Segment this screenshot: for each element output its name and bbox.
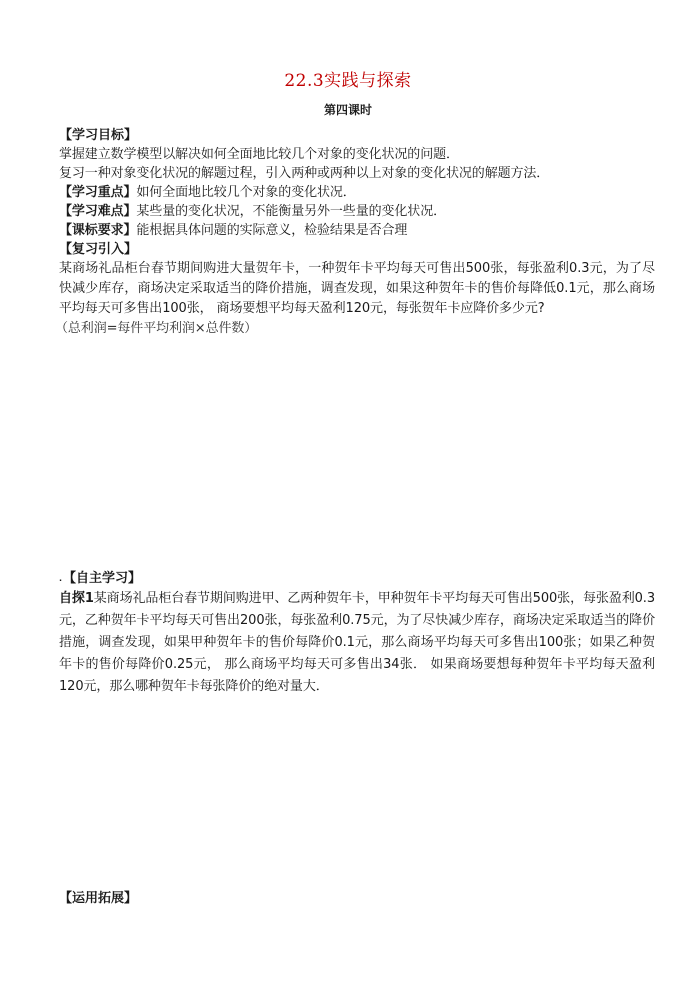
self-study-heading: 【自主学习】 bbox=[63, 571, 142, 586]
page-subtitle: 第四课时 bbox=[323, 103, 372, 117]
extension-heading: 【运用拓展】 bbox=[59, 891, 138, 906]
objectives-section bbox=[55, 126, 655, 338]
review-paragraph: 某商场礼品柜台春节期间购进大量贺年卡，一种贺年卡平均每天可售出500张，每张盈利0.3元，为了尽快减少库存，商场决定采取适当的降价措施，调查发现，如果这种贺年卡的售价每降低0.1元，那么商场平均每天可多售出100张， 商场要想平均每天盈利120元，每张贺年卡应降价多少元? bbox=[59, 261, 655, 316]
objective-line-2: 复习一种对象变化状况的解题过程，引入两种或两种以上对象的变化状况的解题方法． bbox=[59, 166, 550, 181]
self-study-marker: . bbox=[59, 574, 63, 583]
self-study-section bbox=[59, 569, 655, 698]
difficulty-text: 某些量的变化状况，不能衡量另外一些量的变化状况． bbox=[136, 204, 447, 219]
key-point-line bbox=[59, 183, 655, 202]
self-study-text: 某商场礼品柜台春节期间购进甲、乙两种贺年卡，甲种贺年卡平均每天可售出500张，每张盈利0.3元，乙种贺年卡平均每天可售出200张，每张盈利0.75元，为了尽快减少库存，商场决定采取适当的降价措施，调查发现，如果甲种贺年卡的售价每降价0.1元，那么商场平均每天可多售出100张；如果乙种贺年卡的售价每降价0.25元， 那么商场平均每天可多售出34张． 如果商场要想每种贺年卡平均每天盈利120元，那么哪种贺年卡每张降价的绝对量大． bbox=[59, 591, 655, 694]
key-point-text: 如何全面地比较几个对象的变化状况． bbox=[136, 185, 356, 200]
standard-text: 能根据具体问题的实际意义，检验结果是否合理 bbox=[136, 223, 408, 238]
page-title: 22.3实践与探索 bbox=[284, 71, 412, 91]
difficulty-line bbox=[59, 202, 655, 221]
standard-line bbox=[59, 221, 655, 240]
self-study-heading-row bbox=[59, 569, 655, 588]
review-heading: 【复习引入】 bbox=[59, 242, 138, 257]
self-study-paragraph bbox=[59, 588, 655, 698]
objectives-heading: 【学习目标】 bbox=[59, 128, 138, 143]
objective-line-1: 掌握建立数学模型以解决如何全面地比较几个对象的变化状况的问题． bbox=[59, 147, 459, 162]
standard-label: 【课标要求】 bbox=[59, 223, 137, 238]
key-point-label: 【学习重点】 bbox=[59, 185, 137, 200]
self-study-label: 自探1 bbox=[59, 591, 94, 606]
review-note: （总利润=每件平均利润×总件数） bbox=[55, 321, 258, 336]
difficulty-label: 【学习难点】 bbox=[59, 204, 137, 219]
extension-section bbox=[59, 889, 655, 908]
